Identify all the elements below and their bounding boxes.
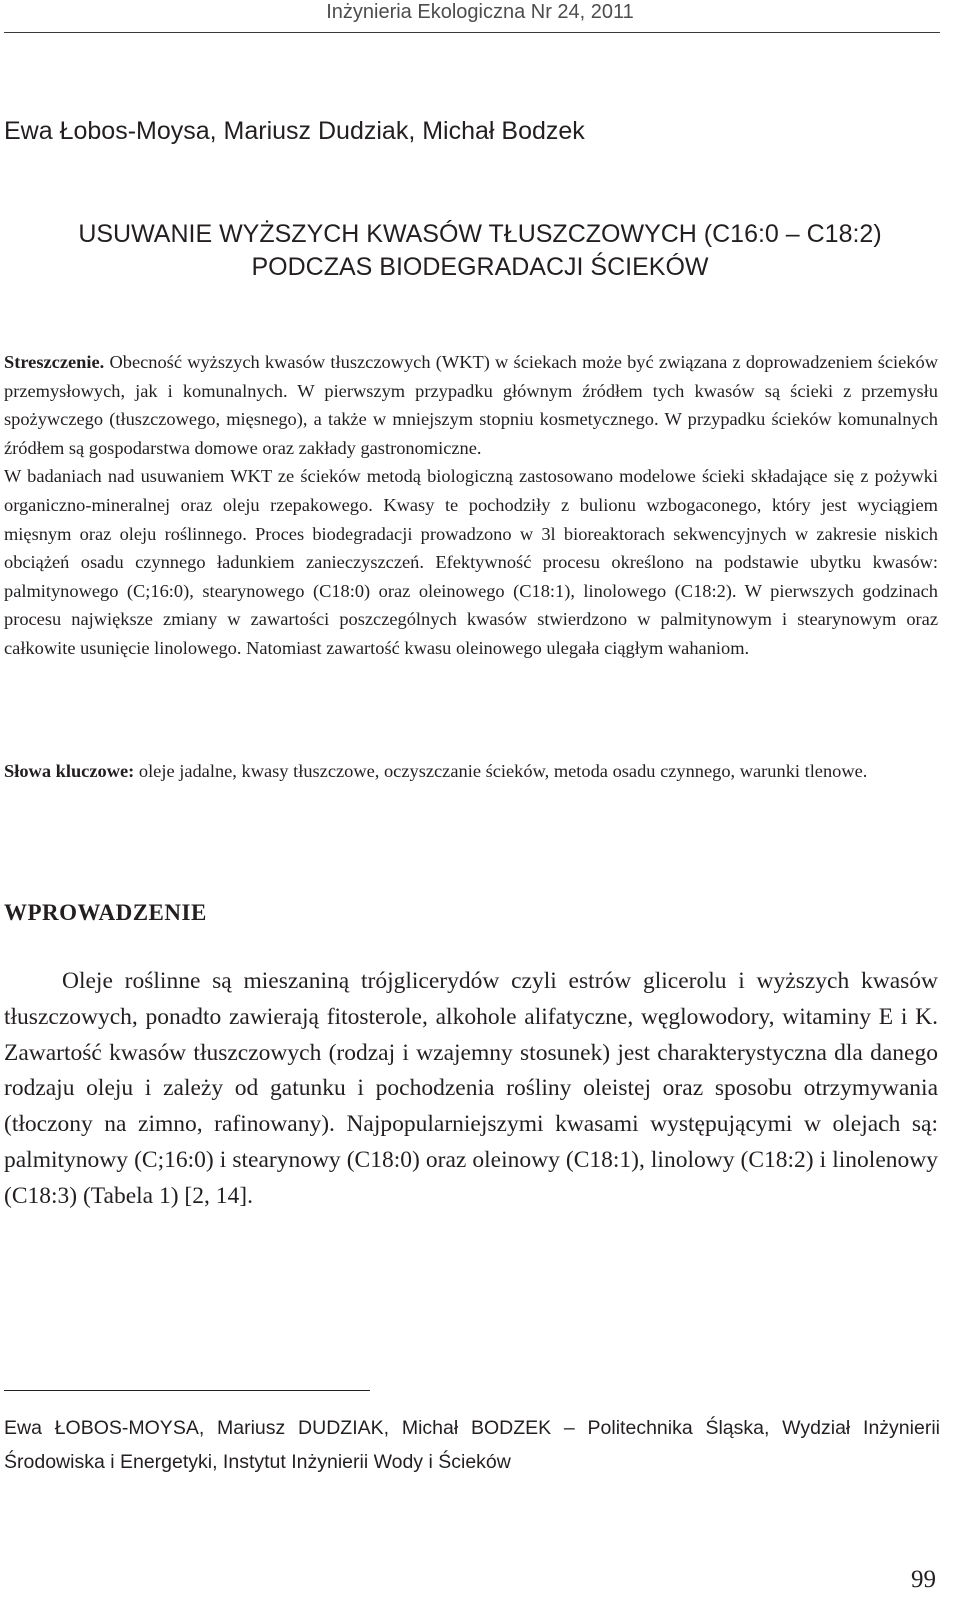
author-affiliation-footnote: Ewa ŁOBOS-MOYSA, Mariusz DUDZIAK, Michał BODZEK – Politechnika Śląska, Wydział Inżynierii Środowiska i Energetyki, Instytut Inżynierii Wody i Ścieków	[4, 1417, 940, 1473]
keywords-text: oleje jadalne, kwasy tłuszczowe, oczyszczanie ścieków, metoda osadu czynnego, warunki tlenowe.	[138, 761, 868, 781]
keywords-label: Słowa kluczowe:	[4, 761, 135, 781]
running-head: Inżynieria Ekologiczna Nr 24, 2011	[326, 1, 634, 23]
header-divider	[4, 32, 940, 33]
abstract-label: Streszczenie.	[4, 352, 105, 372]
introduction-paragraph: Oleje roślinne są mieszaniną trójglicerydów czyli estrów glicerolu i wyższych kwasów tłuszczowych, ponadto zawierają fitosterole, alkohole alifatyczne, węglowodory, witaminy E i K. Zawartość kwasów tłuszczowych (rodzaj i wzajemny stosunek) jest charakterystyczna dla danego rodzaju oleju i zależy od gatunku i pochodzenia rośliny oleistej oraz sposobu otrzymywania (tłoczony na zimno, rafinowany). Najpopularniejszymi kwasami występującymi w olejach są: palmitynowy (C;16:0) i stearynowy (C18:0) oraz oleinowy (C18:1), linolowy (C18:2) i linolenowy (C18:3) (Tabela 1) [2, 14].	[4, 968, 938, 1209]
keywords	[4, 757, 938, 786]
footnote-divider	[4, 1390, 370, 1391]
abstract	[4, 348, 938, 663]
title-line-1: USUWANIE WYŻSZYCH KWASÓW TŁUSZCZOWYCH (C16:0 – C18:2)	[78, 220, 882, 248]
author-list: Ewa Łobos-Moysa, Mariusz Dudziak, Michał Bodzek	[4, 117, 585, 145]
abstract-paragraph-2: W badaniach nad usuwaniem WKT ze ścieków metodą biologiczną zastosowano modelowe ścieki składające się z pożywki organiczno-mineralnej oraz oleju rzepakowego. Kwasy te pochodziły z bulionu wzbogaconego, który jest wyciągiem mięsnym oraz oleju roślinnego. Proces biodegradacji prowadzono w 3l bioreaktorach sekwencyjnych w zakresie niskich obciążeń osadu czynnego ładunkiem zanieczyszczeń. Efektywność procesu określono na podstawie ubytku kwasów: palmitynowego (C;16:0), stearynowego (C18:0) oraz oleinowego (C18:1), linolowego (C18:2). W pierwszych godzinach procesu największe zmiany w zawartości poszczególnych kwasów stwierdzono w palmitynowym i stearynowym oraz całkowite usunięcie linolowego. Natomiast zawartość kwasu oleinowego ulegała ciągłym wahaniom.	[4, 466, 938, 658]
title-line-2: PODCZAS BIODEGRADACJI ŚCIEKÓW	[251, 253, 709, 281]
article-title	[0, 218, 960, 284]
abstract-text-1: Obecność wyższych kwasów tłuszczowych (WKT) w ściekach może być związana z doprowadzeniem ścieków przemysłowych, jak i komunalnych. W pierwszym przypadku głównym źródłem tych kwasów są ścieki z przemysłu spożywczego (tłuszczowego, mięsnego), a także w mniejszym stopniu kosmetycznego. W przypadku ścieków komunalnych źródłem są gospodarstwa domowe oraz zakłady gastronomiczne.	[4, 352, 938, 458]
abstract-paragraph-1	[4, 348, 938, 462]
page-number: 99	[911, 1566, 936, 1593]
section-heading: WPROWADZENIE	[4, 900, 207, 925]
